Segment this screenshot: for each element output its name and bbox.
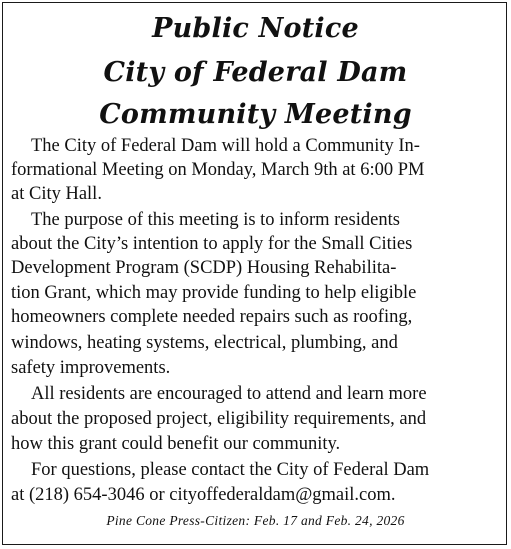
- body-line: at (218) 654-3046 or cityoffederaldam@gmail.com.: [11, 485, 396, 505]
- notice-heading: Public Notice: [152, 13, 359, 44]
- body-line: tion Grant, which may provide funding to help eligible: [11, 283, 417, 303]
- body-line: Development Program (SCDP) Housing Rehabilita-: [11, 258, 397, 278]
- body-line: at City Hall.: [11, 184, 102, 204]
- body-line: For questions, please contact the City of Federal Dam: [31, 460, 430, 480]
- body-line: All residents are encouraged to attend and learn more: [31, 384, 427, 404]
- publication-footer: Pine Cone Press-Citizen: Feb. 17 and Feb. 24, 2026: [106, 513, 405, 528]
- city-heading: City of Federal Dam: [103, 57, 408, 88]
- public-notice: [2, 2, 507, 545]
- body-line: formational Meeting on Monday, March 9th at 6:00 PM: [11, 160, 425, 180]
- body-line: The City of Federal Dam will hold a Community In-: [31, 136, 420, 156]
- meeting-heading: Community Meeting: [99, 99, 412, 130]
- body-line: about the proposed project, eligibility requirements, and: [11, 409, 427, 429]
- body-line: how this grant could benefit our community.: [11, 434, 341, 454]
- body-line: about the City’s intention to apply for the Small Cities: [11, 234, 413, 254]
- body-line: windows, heating systems, electrical, plumbing, and: [11, 333, 398, 353]
- body-line: homeowners complete needed repairs such as roofing,: [11, 307, 413, 327]
- body-line: safety improvements.: [11, 358, 171, 378]
- body-line: The purpose of this meeting is to inform residents: [31, 210, 400, 230]
